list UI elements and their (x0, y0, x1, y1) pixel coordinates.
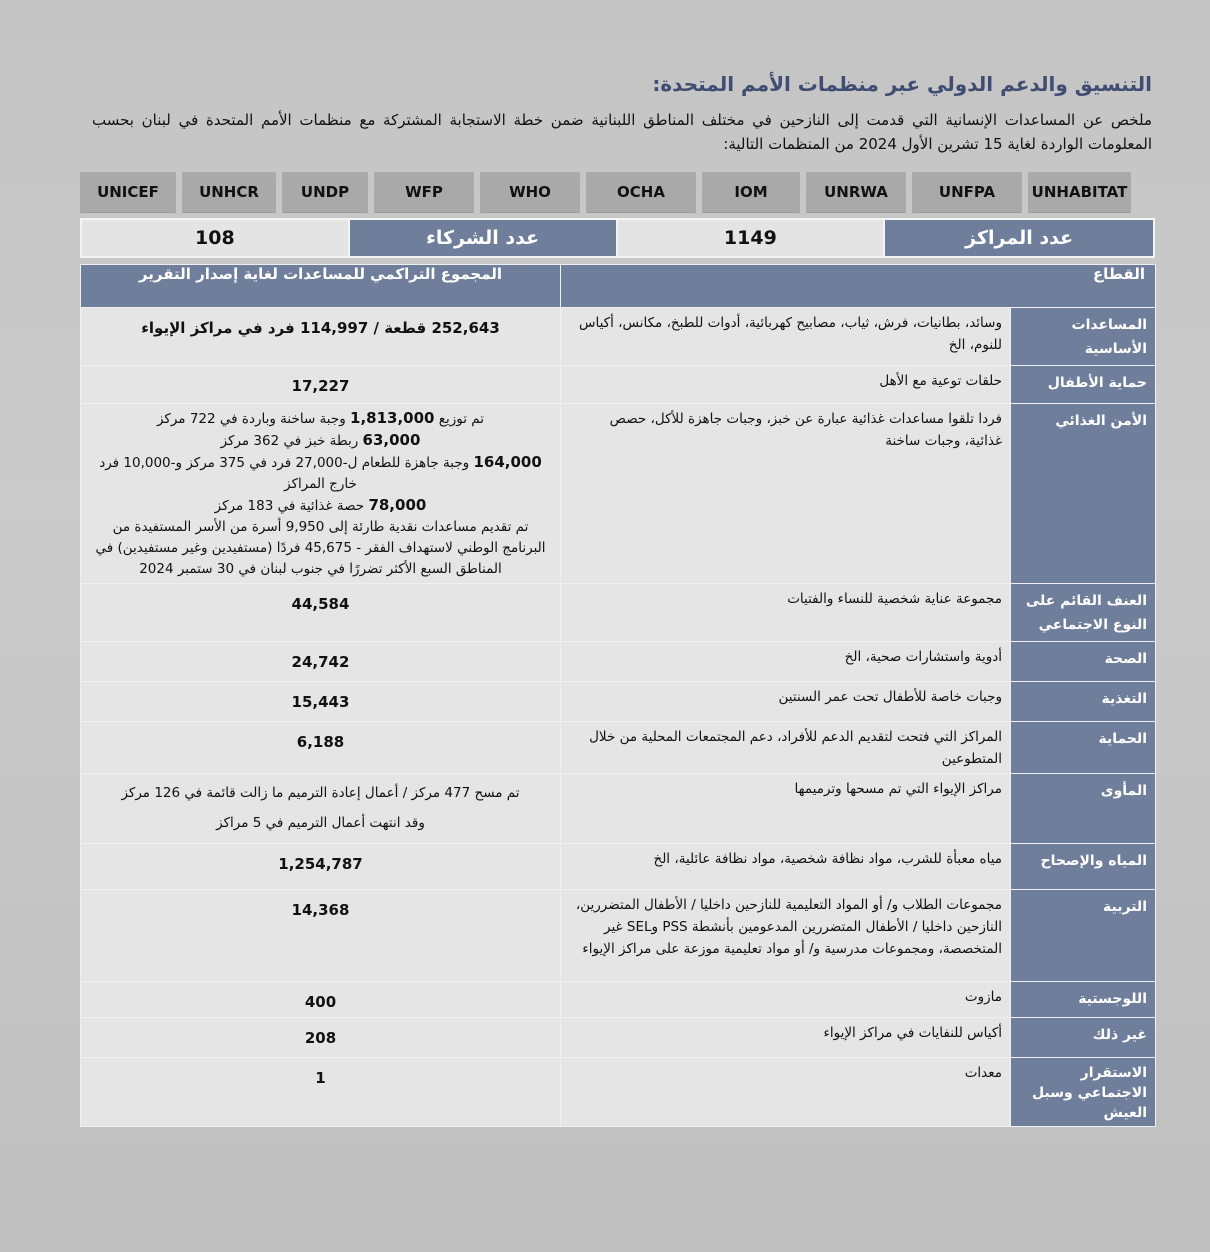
description-cell: معدات (561, 1058, 1011, 1127)
total-value: 44,584 (291, 595, 350, 613)
sector-cell: غير ذلك (1011, 1018, 1156, 1058)
sector-cell: التغذية (1011, 682, 1156, 722)
org-ocha: OCHA (586, 172, 696, 213)
total-value: 15,443 (291, 693, 350, 711)
sector-cell: الاستقرار الاجتماعي وسبل العيش (1011, 1058, 1156, 1127)
description-cell: فردا تلقوا مساعدات غذائية عبارة عن خبز، وجبات جاهزة للأكل، حصص غذائية، وجبات ساخنة (561, 404, 1011, 584)
description-cell: حلقات توعية مع الأهل (561, 366, 1011, 404)
table-header-row (81, 265, 1156, 308)
centers-count: 1149 (618, 220, 886, 256)
table-row (81, 982, 1156, 1018)
page-title: التنسيق والدعم الدولي عبر منظمات الأمم المتحدة: (652, 72, 1152, 96)
centers-label: عدد المراكز (885, 220, 1153, 256)
description-cell: أدوية واستشارات صحية، الخ (561, 642, 1011, 682)
food-line: 63,000 ربطة خبز في 362 مركز (220, 431, 421, 449)
description-cell: مراكز الإيواء التي تم مسحها وترميمها (561, 774, 1011, 844)
table-row (81, 584, 1156, 642)
total-value: 14,368 (291, 901, 350, 919)
total-value: 208 (304, 1029, 337, 1047)
total-cell (81, 1058, 561, 1127)
partners-count: 108 (82, 220, 350, 256)
org-unfpa: UNFPA (912, 172, 1022, 213)
table-row (81, 844, 1156, 890)
total-value: 252,643 قطعة / 114,997 فرد في مراكز الإيواء (141, 319, 500, 337)
sector-cell: المأوى (1011, 774, 1156, 844)
total-cell (81, 366, 561, 404)
org-unhcr: UNHCR (182, 172, 276, 213)
food-line: 164,000 وجبة جاهزة للطعام ل-27,000 فرد في 375 مركز و-10,000 فرد خارج المراكز (99, 453, 542, 492)
description-cell: المراكز التي فتحت لتقديم الدعم للأفراد، دعم المجتمعات المحلية من خلال المتطوعين (561, 722, 1011, 774)
table-row (81, 722, 1156, 774)
sector-cell: الصحة (1011, 642, 1156, 682)
table-row (81, 1058, 1156, 1127)
total-cell (81, 774, 561, 844)
total-cell (81, 722, 561, 774)
food-line: 78,000 حصة غذائية في 183 مركز (214, 496, 427, 514)
sector-cell: حماية الأطفال (1011, 366, 1156, 404)
total-value: 6,188 (296, 733, 345, 751)
table-row (81, 1018, 1156, 1058)
description-cell: وسائد، بطانيات، فرش، ثياب، مصابيح كهربائية، أدوات للطبخ، مكانس، أكياس للنوم، الخ (561, 308, 1011, 366)
sector-cell: الأمن الغذائي (1011, 404, 1156, 584)
total-cell (81, 844, 561, 890)
sector-cell: التربية (1011, 890, 1156, 982)
description-cell: مازوت (561, 982, 1011, 1018)
org-unrwa: UNRWA (806, 172, 906, 213)
sector-cell: الحماية (1011, 722, 1156, 774)
food-line: تم توزيع 1,813,000 وجبة ساخنة وباردة في 722 مركز (156, 409, 485, 427)
intro-paragraph: ملخص عن المساعدات الإنسانية التي قدمت إلى النازحين في مختلف المناطق اللبنانية ضمن خطة الاستجابة المشتركة مع منظمات الأمم المتحدة في لبنان بحسب المعلومات الواردة لغاية 15 تشرين الأول 2024 من المنظمات التالية: (92, 111, 1152, 153)
org-who: WHO (480, 172, 580, 213)
total-cell (81, 982, 561, 1018)
description-cell: أكياس للنفايات في مراكز الإيواء (561, 1018, 1011, 1058)
counts-row (80, 218, 1155, 258)
total-cell (81, 308, 561, 366)
total-cell (81, 642, 561, 682)
total-value: 24,742 (291, 653, 350, 671)
sector-cell: العنف القائم على النوع الاجتماعي (1011, 584, 1156, 642)
total-cell (81, 890, 561, 982)
description-cell: مجموعات الطلاب و/ أو المواد التعليمية للنازحين داخليا / الأطفال المتضررين، النازحين داخليا / الأطفال المتضررين المدعومين بأنشطة PSS وSEL غير المتخصصة، ومجموعات مدرسية و/ أو مواد تعليمية موزعة على مراكز الإيواء (561, 890, 1011, 982)
sector-cell: المساعدات الأساسية (1011, 308, 1156, 366)
shelter-line: وقد انتهت أعمال الترميم في 5 مراكز (216, 815, 425, 831)
org-undp: UNDP (282, 172, 368, 213)
description-cell: مجموعة عناية شخصية للنساء والفتيات (561, 584, 1011, 642)
org-iom: IOM (702, 172, 800, 213)
table-row (81, 642, 1156, 682)
table-row (81, 682, 1156, 722)
total-value: 1,254,787 (278, 855, 363, 873)
total-value: 1 (315, 1069, 326, 1087)
table-row (81, 890, 1156, 982)
food-line: تم تقديم مساعدات نقدية طارئة إلى 9,950 أسرة من الأسر المستفيدة من البرنامج الوطني لاستهداف الفقر - 45,675 فردًا (مستفيدين وغير مستفيدين) في المناطق السبع الأكثر تضررًا في جنوب لبنان في 30 ستمبر 2024 (95, 519, 546, 577)
org-wfp: WFP (374, 172, 474, 213)
total-value: 400 (304, 993, 337, 1011)
table-row (81, 404, 1156, 584)
table-row (81, 774, 1156, 844)
assistance-table (80, 264, 1156, 1127)
shelter-line: تم مسح 477 مركز / أعمال إعادة الترميم ما زالت قائمة في 126 مركز (121, 785, 520, 801)
organizations-row (80, 172, 1155, 212)
description-cell: وجبات خاصة للأطفال تحت عمر السنتين (561, 682, 1011, 722)
total-value: 17,227 (291, 377, 350, 395)
total-cell (81, 404, 561, 584)
total-cell (81, 682, 561, 722)
org-unicef: UNICEF (80, 172, 176, 213)
sector-cell: اللوجستية (1011, 982, 1156, 1018)
header-total: المجموع التراكمي للمساعدات لغاية إصدار التقرير (81, 265, 561, 308)
sector-cell: المياه والإصحاح (1011, 844, 1156, 890)
partners-label: عدد الشركاء (350, 220, 618, 256)
total-cell (81, 1018, 561, 1058)
description-cell: مياه معبأة للشرب، مواد نظافة شخصية، مواد نظافة عائلية، الخ (561, 844, 1011, 890)
org-unhabitat: UNHABITAT (1028, 172, 1131, 213)
header-sector: القطاع (561, 265, 1156, 308)
table-row (81, 366, 1156, 404)
table-row (81, 308, 1156, 366)
total-cell (81, 584, 561, 642)
